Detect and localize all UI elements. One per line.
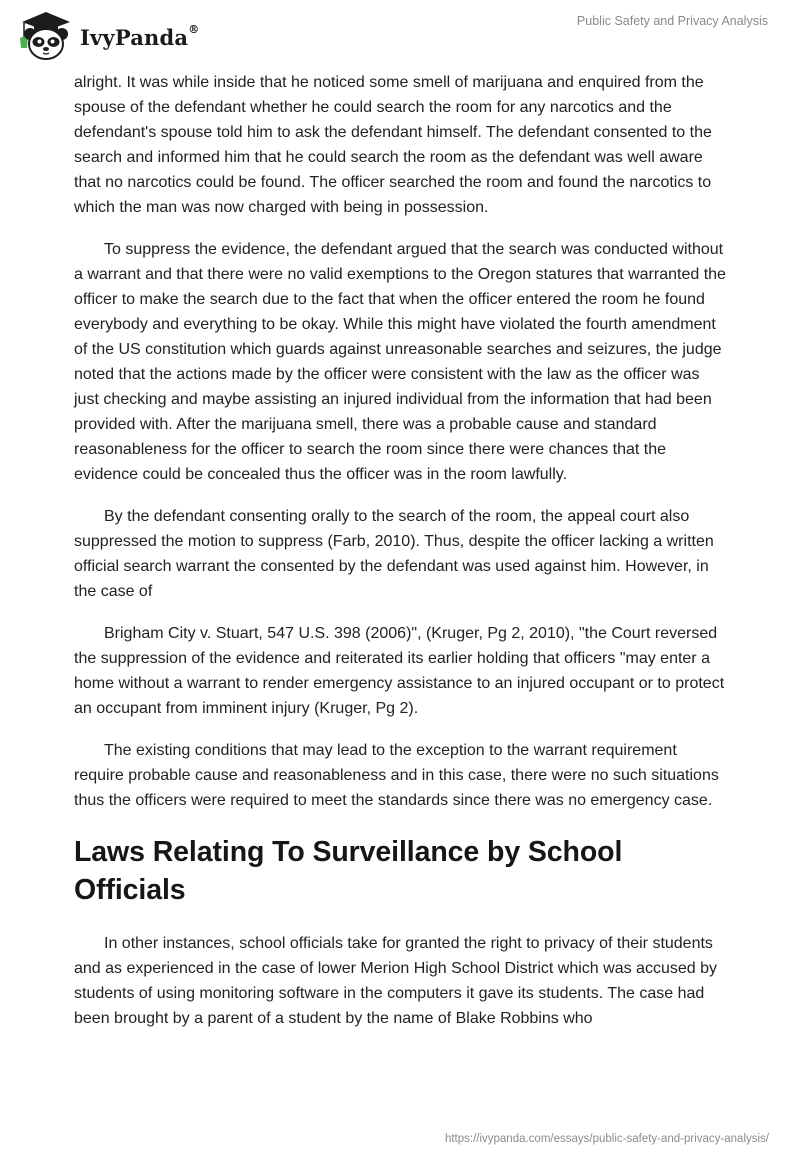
panda-graduate-icon [14,6,76,64]
page-header [0,0,800,70]
essay-body [74,70,726,1048]
paragraph: To suppress the evidence, the defendant argued that the search was conducted without a warrant and that there were no valid exemptions to the Oregon statures that warranted the officer to make the search due to the fact that when the officer entered the room he found everybody and everything to be okay. While this might have violated the fourth amendment of the US constitution which guards against unreasonable searches and seizures, the judge noted that the actions made by the officer were consistent with the law as the officer was just checking and maybe assisting an injured individual from the information that had been provided with. After the marijuana smell, there was a probable cause and standard reasonableness for the officer to search the room since there were chances that the evidence could be concealed thus the officer was in the room lawfully. [74,241,726,483]
document-title: Public Safety and Privacy Analysis [576,14,768,28]
ivypanda-logo[interactable] [14,6,199,64]
brand-name: IvyPanda® [80,22,200,50]
section-heading: Laws Relating To Surveillance by School Officials [74,836,623,906]
paragraph: In other instances, school officials take for granted the right to privacy of their students and as experienced in the case of lower Merion High School District which was accused by students of using monitoring software in the computers it gave its students. The case had been brought by a parent of a student by the name of Blake Robbins who [74,935,717,1027]
paragraph: The existing conditions that may lead to the exception to the warrant requirement require probable cause and reasonableness and in this case, there were no such situations thus the officers were required to meet the standards since there was no emergency case. [74,742,719,809]
paragraph: alright. It was while inside that he noticed some smell of marijuana and enquired from the spouse of the defendant whether he could search the room for any narcotics and the defendant's spouse told him to ask the defendant himself. The defendant consented to the search and informed him that he could search the room as the defendant was well aware that no narcotics could be found. The officer searched the room and found the narcotics to which the man was now charged with being in possession. [74,74,712,216]
paragraph: Brigham City v. Stuart, 547 U.S. 398 (2006)", (Kruger, Pg 2, 2010), "the Court reversed the suppression of the evidence and reiterated its earlier holding that officers "may enter a home without a warrant to render emergency assistance to an injured occupant or to protect an occupant from imminent injury (Kruger, Pg 2). [74,625,725,717]
source-url[interactable]: https://ivypanda.com/essays/public-safety-and-privacy-analysis/ [444,1133,769,1145]
paragraph: By the defendant consenting orally to the search of the room, the appeal court also suppressed the motion to suppress (Farb, 2010). Thus, despite the officer lacking a written official search warrant the consented by the defendant was used against him. However, in the case of [74,508,714,600]
